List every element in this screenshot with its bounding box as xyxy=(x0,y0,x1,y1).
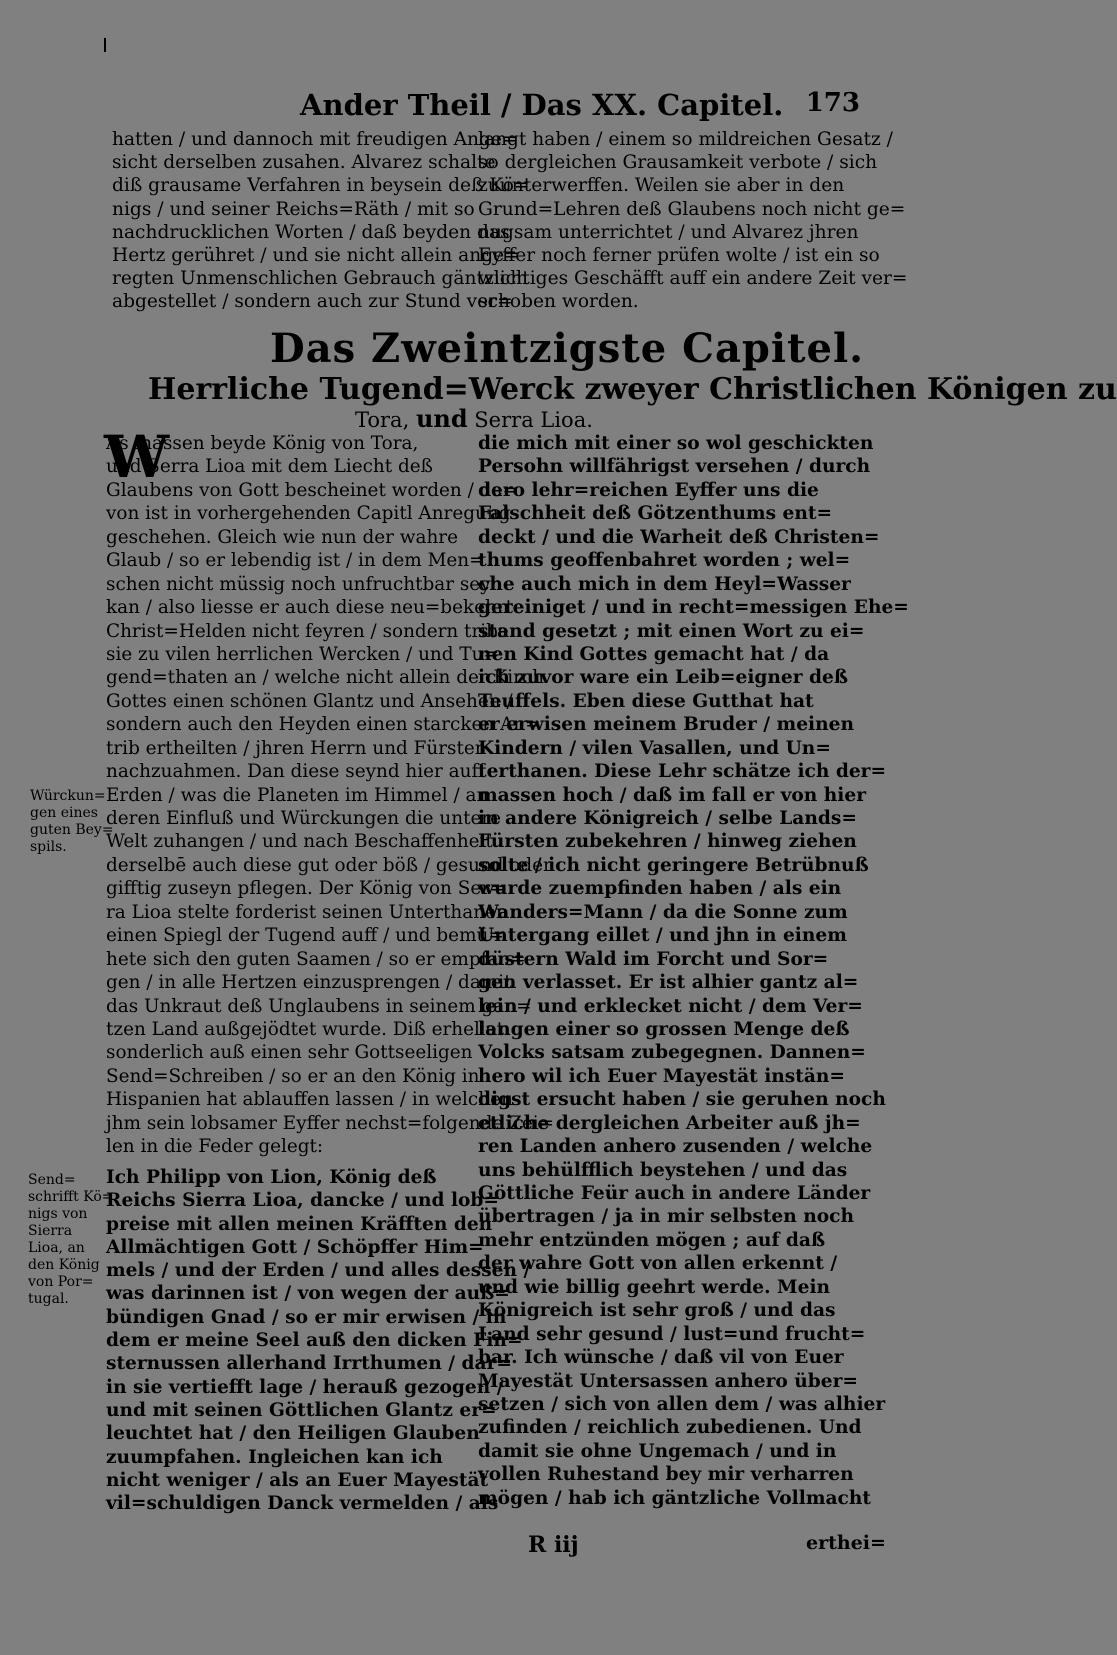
text-line: leuchtet hat / den Heiligen Glauben xyxy=(106,1423,480,1445)
text-line: düstern Wald im Forcht und Sor= xyxy=(478,948,829,970)
text-line: solte / ich nicht geringere Betrübnuß xyxy=(478,854,869,876)
text-line: kan / also liesse er auch diese neu=bekehrte xyxy=(106,597,524,619)
text-line: und mit seinen Göttlichen Glantz er= xyxy=(106,1399,497,1421)
text-line: spils. xyxy=(30,839,67,855)
signature-mark: R iij xyxy=(528,1532,579,1558)
text-line: Hertz gerühret / und sie nicht allein ange= xyxy=(112,244,520,266)
text-line: massen hoch / daß im fall er von hier xyxy=(478,784,866,806)
text-line: sternussen allerhand Irrthumen / dar= xyxy=(106,1353,512,1375)
text-line: derselbē auch diese gut oder böß / gesund oder xyxy=(106,854,552,876)
running-header xyxy=(300,88,860,124)
text-line: gereiniget / und in recht=messigen Ehe= xyxy=(478,597,909,619)
text-line: gen / in alle Hertzen einzusprengen / damit xyxy=(106,972,512,994)
text-line: das Unkraut deß Unglaubens in seinem gan= xyxy=(106,995,532,1017)
text-line: was darinnen ist / von wegen der auß= xyxy=(106,1283,510,1305)
text-line: Grund=Lehren deß Glaubens noch nicht ge= xyxy=(478,198,906,220)
chapter-title: Das Zweintzigste Capitel. xyxy=(270,325,865,372)
text-line: dem er meine Seel auß den dicken Fin= xyxy=(106,1330,523,1352)
text-line: den König xyxy=(28,1257,100,1273)
text-line: er erwisen meinem Bruder / meinen xyxy=(478,714,854,736)
text-line: digst ersucht haben / sie geruhen noch xyxy=(478,1089,886,1111)
text-line: Göttliche Feür auch in andere Länder xyxy=(478,1183,871,1204)
text-line: Mayestät Untersassen anhero über= xyxy=(478,1370,858,1392)
text-line: len in die Feder gelegt: xyxy=(106,1136,324,1158)
text-line: guten Bey= xyxy=(30,822,114,838)
text-line: Kindern / vilen Vasallen, und Un= xyxy=(478,737,831,759)
text-line: Fürsten zubekehren / hinweg ziehen xyxy=(478,831,857,853)
subtitle-place-2: Serra Lioa. xyxy=(467,408,593,432)
text-line: damit sie ohne Ungemach / und in xyxy=(478,1440,837,1462)
text-line: Falschheit deß Götzenthums ent= xyxy=(478,503,833,525)
text-line: etliche dergleichen Arbeiter auß jh= xyxy=(478,1112,861,1134)
text-line: Volcks satsam zubegegnen. Dannen= xyxy=(478,1042,866,1064)
text-line: deren Einfluß und Würckungen die untere xyxy=(106,808,502,829)
text-line: von ist in vorhergehenden Capitl Anregung xyxy=(106,503,511,525)
text-line: schoben worden. xyxy=(478,291,639,313)
text-line: thums geoffenbahret worden ; wel= xyxy=(478,550,851,572)
text-line: Gottes einen schönen Glantz und Ansehen / xyxy=(106,690,513,712)
text-line: trib ertheilten / jhren Herrn und Fürsten xyxy=(106,737,487,759)
text-line: setzen / sich von allen dem / was alhier xyxy=(478,1393,886,1415)
subtitle-conjunction: und xyxy=(415,404,468,433)
text-line: ich zuvor ware ein Leib=eigner deß xyxy=(478,667,848,689)
text-line: regten Unmenschlichen Gebrauch gäntzlich xyxy=(112,268,529,290)
text-line: zufinden / reichlich zubedienen. Und xyxy=(478,1417,862,1439)
text-line: sondern auch den Heyden einen starcken An= xyxy=(106,714,541,736)
text-line: gen verlasset. Er ist alhier gantz al= xyxy=(478,972,859,994)
page-edge-mark xyxy=(104,38,106,52)
text-line: langt haben / einem so mildreichen Gesatz / xyxy=(478,129,893,150)
text-line: che auch mich in dem Heyl=Wasser xyxy=(478,573,851,595)
text-line: wichtiges Geschäfft auff ein andere Zeit ver= xyxy=(478,268,908,290)
text-line: tzen Land außgejödtet wurde. Diß erhellet xyxy=(106,1018,505,1040)
text-line: Glaub / so er lebendig ist / in dem Men= xyxy=(106,550,485,572)
text-line: Reichs Sierra Lioa, dancke / und lob= xyxy=(106,1190,499,1212)
text-line: Erden / was die Planeten im Himmel / an xyxy=(106,784,489,806)
text-line: mögen / hab ich gäntzliche Vollmacht xyxy=(478,1487,871,1509)
text-line: Send= xyxy=(28,1172,76,1188)
column-left-top xyxy=(112,128,530,314)
text-line: gen eines xyxy=(30,805,98,821)
drop-cap: W xyxy=(104,423,170,491)
text-line: Eyffer noch ferner prüfen wolte / ist ein so xyxy=(478,244,880,266)
text-line: abgestellet / sondern auch zur Stund ver= xyxy=(112,291,513,313)
text-line: dero lehr=reichen Eyffer uns die xyxy=(478,479,819,501)
column-left-main xyxy=(104,423,555,1159)
column-right-main xyxy=(478,432,909,1510)
text-line: As massen beyde König von Tora, xyxy=(106,433,419,454)
text-line: so dergleichen Grausamkeit verbote / sich xyxy=(478,152,878,174)
text-line: nen Kind Gottes gemacht hat / da xyxy=(478,643,830,665)
text-line: langen einer so grossen Menge deß xyxy=(478,1018,850,1040)
text-line: Würckun= xyxy=(30,788,106,804)
text-line: Sierra xyxy=(28,1223,73,1239)
text-line: ren Landen anhero zusenden / welche xyxy=(478,1136,873,1158)
text-line: Christ=Helden nicht feyren / sondern tribe xyxy=(106,620,509,642)
text-line: Welt zuhangen / und nach Beschaffenheit xyxy=(106,831,493,853)
text-line: vollen Ruhestand bey mir verharren xyxy=(478,1464,854,1486)
text-line: der wahre Gott von allen erkennt / xyxy=(478,1253,838,1275)
text-line: hero wil ich Euer Mayestät instän= xyxy=(478,1065,846,1087)
text-line: deckt / und die Warheit deß Christen= xyxy=(478,526,880,548)
text-line: Ich Philipp von Lion, König deß xyxy=(106,1167,437,1188)
text-line: uns behülfflich beystehen / und das xyxy=(478,1159,848,1181)
text-line: in sie vertiefft lage / herauß gezogen / xyxy=(106,1376,504,1398)
text-line: jhm sein lobsamer Eyffer nechst=folgende Zei= xyxy=(106,1112,555,1134)
text-line: in andere Königreich / selbe Lands= xyxy=(478,808,857,829)
text-line: schen nicht müssig noch unfruchtbar seyn xyxy=(106,573,503,595)
column-left-letter xyxy=(106,1166,531,1515)
running-title: Ander Theil / Das XX. Capitel. xyxy=(300,88,784,122)
text-line: stand gesetzt ; mit einen Wort zu ei= xyxy=(478,620,865,642)
text-line: zuunterwerffen. Weilen sie aber in den xyxy=(478,175,845,197)
text-line: bar. Ich wünsche / daß vil von Euer xyxy=(478,1347,844,1369)
text-line: Teuffels. Eben diese Gutthat hat xyxy=(478,690,814,712)
text-line: nicht weniger / als an Euer Mayestät xyxy=(106,1469,489,1491)
text-line: sonderlich auß einen sehr Gottseeligen xyxy=(106,1042,473,1064)
text-line: Königreich ist sehr groß / und das xyxy=(478,1300,836,1322)
text-line: nigs / und seiner Reichs=Räth / mit so xyxy=(112,198,475,220)
margin-note-letter xyxy=(28,1172,113,1308)
chapter-subtitle-line2 xyxy=(355,404,655,433)
text-line: und wie billig geehrt werde. Mein xyxy=(478,1276,831,1298)
column-right-top xyxy=(478,128,908,314)
text-line: schrifft Kö= xyxy=(28,1189,114,1205)
text-line: sie zu vilen herrlichen Wercken / und Tu= xyxy=(106,643,499,665)
text-line: Glaubens von Gott bescheinet worden / da= xyxy=(106,479,518,501)
catchword: erthei= xyxy=(806,1532,886,1554)
text-line: nachdrucklichen Worten / daß beyden das xyxy=(112,221,510,243)
chapter-subtitle: Herrliche Tugend=Werck zweyer Christlichen Königen zu xyxy=(148,372,1117,407)
text-line: gifftig zuseyn pflegen. Der König von Ser= xyxy=(106,878,506,900)
text-line: geschehen. Gleich wie nun der wahre xyxy=(106,526,458,548)
text-line: übertragen / ja in mir selbsten noch xyxy=(478,1206,854,1228)
text-line: einen Spiegl der Tugend auff / und bemü= xyxy=(106,925,504,947)
text-line: diß grausame Verfahren in beysein deß Kö= xyxy=(112,175,530,197)
text-line: gend=thaten an / welche nicht allein der Kirch xyxy=(106,667,545,689)
text-line: terthanen. Diese Lehr schätze ich der= xyxy=(478,761,887,783)
text-line: vil=schuldigen Danck vermelden / als xyxy=(106,1493,499,1515)
text-line: Land sehr gesund / lust=und frucht= xyxy=(478,1323,866,1345)
text-line: mehr entzünden mögen ; auf daß xyxy=(478,1229,826,1251)
text-line: preise mit allen meinen Kräfften den xyxy=(106,1213,493,1235)
subtitle-place-1: Tora, xyxy=(355,408,416,432)
text-line: Wanders=Mann / da die Sonne zum xyxy=(478,901,848,923)
text-line: nugsam unterrichtet / und Alvarez jhren xyxy=(478,221,859,243)
page-number: 173 xyxy=(805,88,860,118)
text-line: Lioa, an xyxy=(28,1240,85,1256)
text-line: wurde zuempfinden haben / als ein xyxy=(478,878,842,900)
margin-note-example xyxy=(30,788,114,856)
text-line: Allmächtigen Gott / Schöpffer Him= xyxy=(106,1236,484,1258)
text-line: die mich mit einer so wol geschickten xyxy=(478,433,874,454)
text-line: zuumpfahen. Ingleichen kan ich xyxy=(106,1446,443,1468)
text-line: Send=Schreiben / so er an den König in xyxy=(106,1065,480,1087)
text-line: bündigen Gnad / so er mir erwisen / in xyxy=(106,1306,507,1328)
text-line: hete sich den guten Saamen / so er empfan= xyxy=(106,948,526,970)
text-line: ra Lioa stelte forderist seinen Unterthanen xyxy=(106,901,508,923)
text-line: Hispanien hat ablauffen lassen / in welchen xyxy=(106,1089,513,1111)
text-line: und Serra Lioa mit dem Liecht deß xyxy=(106,456,433,478)
text-line: Untergang eillet / und jhn in einem xyxy=(478,925,847,947)
text-line: lein / und erklecket nicht / dem Ver= xyxy=(478,995,863,1017)
text-line: Persohn willfährigst versehen / durch xyxy=(478,456,871,478)
text-line: von Por= xyxy=(28,1274,94,1290)
text-line: nigs von xyxy=(28,1206,88,1222)
text-line: sicht derselben zusahen. Alvarez schalte xyxy=(112,152,496,174)
text-line: tugal. xyxy=(28,1291,69,1307)
text-line: hatten / und dannoch mit freudigen Ange= xyxy=(112,129,518,150)
text-line: mels / und der Erden / und alles dessen / xyxy=(106,1260,531,1282)
text-line: nachzuahmen. Dan diese seynd hier auff xyxy=(106,761,485,783)
